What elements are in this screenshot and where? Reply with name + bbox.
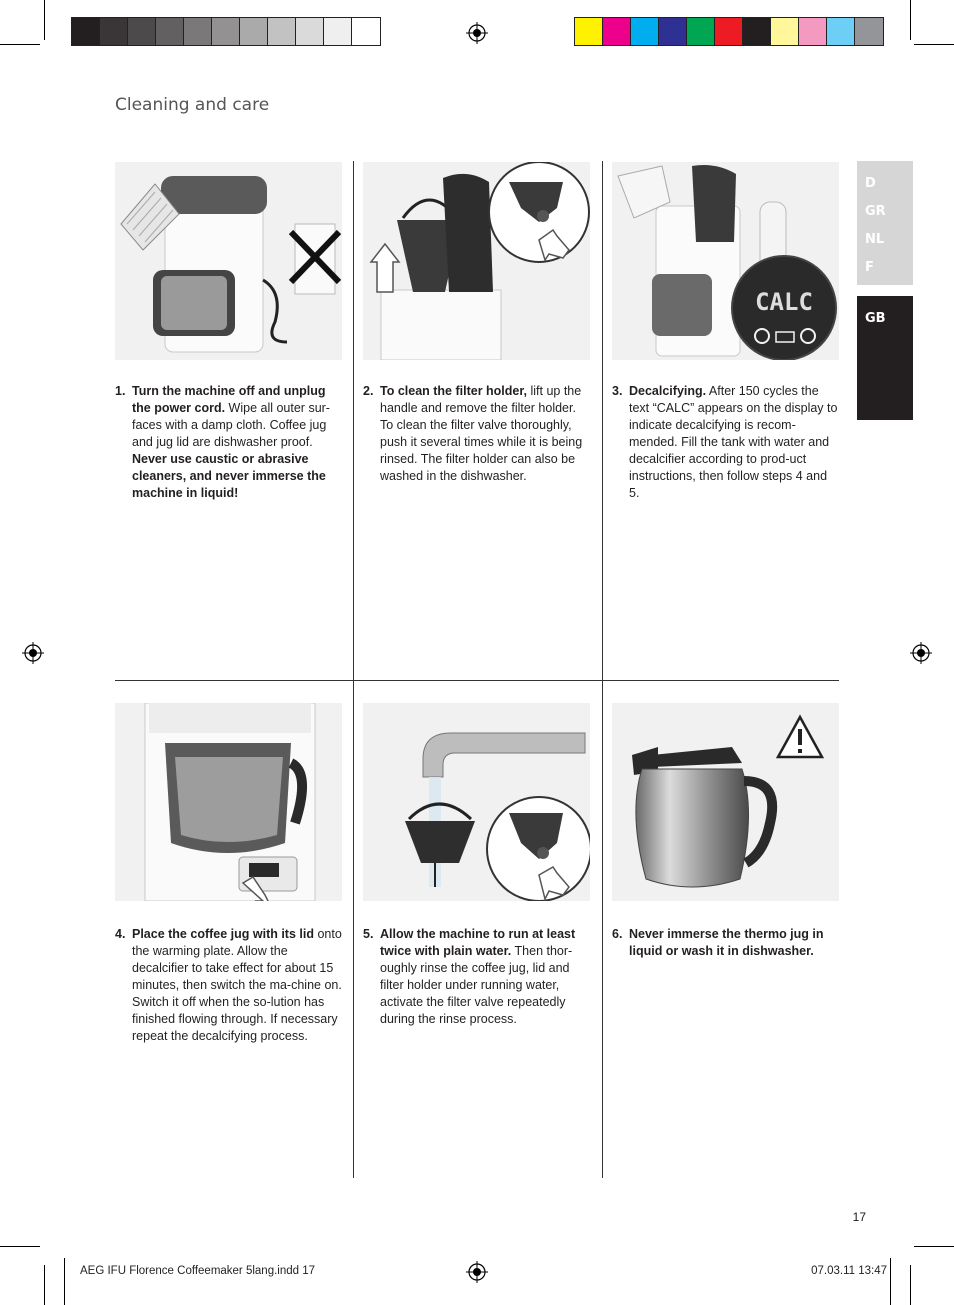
step-6 [612,926,840,960]
language-tab-gb[interactable]: GB [865,311,886,326]
step-lead: Decalcifying. [629,384,707,398]
crop-mark [44,0,45,40]
illustration-thermo-jug [612,703,839,901]
color-swatch [771,18,799,45]
step-3 [612,383,840,502]
illustration-filter-holder [363,162,590,360]
step-4 [115,926,343,1045]
step-lead: Allow the machine to run at least twice with plain water. [380,927,576,958]
language-tab-active [857,296,913,420]
crop-mark [44,1265,45,1305]
illustration-decalcifying [612,162,839,360]
step-text: After 150 cycles the text “CALC” appears on the display to indicate decalcifying is recom-mended. Fill the tank with water and decalcifier according to prod-uct instructions, then follow steps 4 and 5. [629,384,838,500]
crop-mark [910,1265,911,1305]
color-swatch [631,18,659,45]
step-2 [363,383,591,485]
registration-mark-icon [910,642,932,664]
illustration-rinse-water [363,703,590,901]
color-swatch [128,18,156,45]
illustration-warming-plate [115,703,342,901]
color-swatch [296,18,324,45]
registration-mark-icon [466,22,488,44]
color-swatch [855,18,883,45]
grayscale-color-bar [71,17,381,46]
color-swatch [240,18,268,45]
registration-mark-icon [466,1261,488,1283]
crop-mark [914,1246,954,1247]
step-lead: Never immerse the thermo jug in liquid or wash it in dishwasher. [629,927,824,958]
language-tab-gr[interactable]: GR [865,204,886,219]
step-text: onto the warming plate. Allow the decalcifier to take effect for about 15 minutes, then switch the ma-chine on. Switch it off when the so-lution has finished flowing through. If necessary repeat the decalcifying process. [132,927,342,1043]
step-warning: Never use caustic or abrasive cleaners, and never immerse the machine in liquid! [132,452,326,500]
process-color-bar [574,17,884,46]
color-swatch [715,18,743,45]
language-tab-nl[interactable]: NL [865,232,885,247]
color-swatch [659,18,687,45]
slug-timestamp: 07.03.11 13:47 [811,1265,887,1277]
illustration-unplug-machine [115,162,342,360]
color-swatch [212,18,240,45]
row-divider [115,680,839,681]
crop-mark [890,1258,891,1305]
page-number: 17 [852,1210,866,1224]
color-swatch [827,18,855,45]
step-1 [115,383,343,502]
step-lead: To clean the filter holder, [380,384,528,398]
step-number: 2. [363,384,374,398]
step-5 [363,926,591,1028]
column-divider [602,161,603,1178]
step-text: Wipe all outer sur-faces with a damp cloth. Coffee jug and jug lid are dishwasher proof. [132,401,330,449]
step-text: Then thor-oughly rinse the coffee jug, lid and filter holder under running water, activate the filter valve repeatedly during the rinse process. [380,944,573,1026]
language-tab-f[interactable]: F [865,260,874,275]
step-lead: Place the coffee jug with its lid [132,927,314,941]
color-swatch [268,18,296,45]
language-tabs-inactive [857,161,913,285]
color-swatch [100,18,128,45]
color-swatch [603,18,631,45]
step-number: 3. [612,384,623,398]
step-text: lift up the handle and remove the filter holder. To clean the filter valve thoroughly, push it several times while it is being rinsed. The filter holder can also be washed in the dishwasher. [380,384,583,483]
color-swatch [184,18,212,45]
step-number: 5. [363,927,374,941]
page-title: Cleaning and care [115,95,270,115]
color-swatch [156,18,184,45]
color-swatch [575,18,603,45]
crop-mark [914,44,954,45]
language-tab-d[interactable]: D [865,176,876,191]
crop-mark [0,1246,40,1247]
step-number: 1. [115,384,126,398]
color-swatch [324,18,352,45]
crop-mark [64,1258,65,1305]
step-number: 6. [612,927,623,941]
color-swatch [799,18,827,45]
color-swatch [743,18,771,45]
column-divider [353,161,354,1178]
color-swatch [352,18,380,45]
step-lead: Turn the machine off and unplug the power cord. [132,384,326,415]
step-number: 4. [115,927,126,941]
display-calc-readout: CALC [755,288,813,316]
crop-mark [910,0,911,40]
color-swatch [687,18,715,45]
slug-filename: AEG IFU Florence Coffeemaker 5lang.indd 17 [80,1265,316,1277]
registration-mark-icon [22,642,44,664]
color-swatch [72,18,100,45]
crop-mark [0,44,40,45]
